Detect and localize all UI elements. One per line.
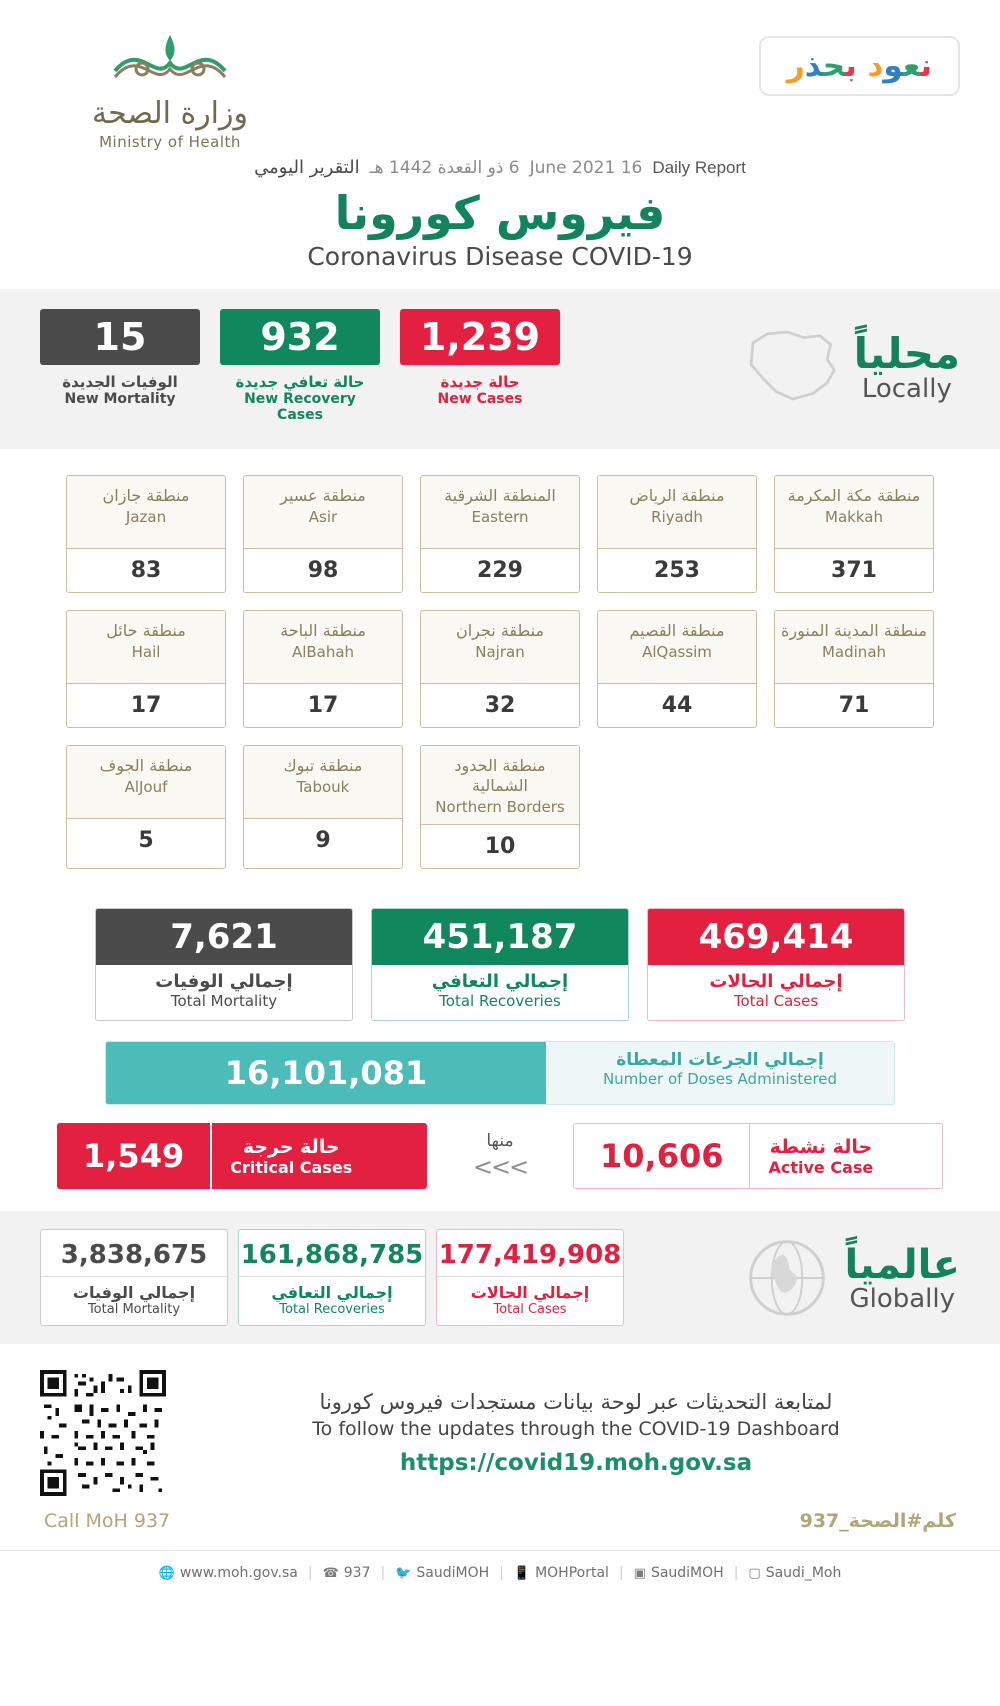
region-name-en: Riyadh [651, 508, 703, 526]
region-name-en: Eastern [471, 508, 529, 526]
region-value: 71 [775, 683, 933, 727]
region-value: 5 [67, 818, 225, 862]
region-name-ar: منطقة الجوف [99, 756, 193, 775]
phone-icon: ☎ [322, 1565, 339, 1581]
region-card [597, 610, 757, 728]
region-card [66, 745, 226, 869]
region-name-ar: منطقة المدينة المنورة [781, 621, 927, 640]
region-name-ar: منطقة نجران [455, 621, 545, 640]
critical-cases-label-en: Critical Cases [230, 1157, 353, 1177]
local-totals [0, 896, 1000, 1021]
footer-twitter[interactable] [395, 1565, 489, 1581]
locally-label-en: Locally [861, 373, 952, 404]
doses-value: 16,101,081 [106, 1042, 546, 1104]
ministry-name-ar: وزارة الصحة [92, 96, 248, 131]
divider: | [733, 1565, 739, 1581]
region-card [774, 475, 934, 593]
footer-phone[interactable] [323, 1565, 371, 1581]
region-name-en: Asir [308, 508, 338, 526]
critical-active-row [0, 1123, 1000, 1189]
footer-website[interactable] [159, 1565, 298, 1581]
global-total-mortality-value: 3,838,675 [60, 1240, 208, 1270]
call-row [0, 1496, 1000, 1532]
region-card [420, 745, 580, 869]
global-total-mortality-card [40, 1229, 228, 1326]
divider: | [307, 1565, 313, 1581]
doses-label-en: Number of Doses Administered [602, 1070, 838, 1088]
total-recoveries-label-en: Total Recoveries [439, 992, 561, 1010]
region-name-en: Jazan [125, 508, 167, 526]
locally-heading [740, 323, 960, 409]
new-recovery-card [220, 309, 380, 423]
campaign-badge [759, 36, 960, 96]
total-cases-card [647, 908, 905, 1021]
region-name-ar: منطقة الباحة [280, 621, 366, 640]
region-card [243, 745, 403, 869]
region-name-en: Madinah [821, 643, 887, 661]
region-name-en: Hail [131, 643, 161, 661]
total-recoveries-card [371, 908, 629, 1021]
global-total-mortality-label-ar: إجمالي الوفيات [72, 1283, 196, 1302]
footer-facebook-label: SaudiMOH [650, 1565, 724, 1581]
locally-section [0, 289, 1000, 449]
locally-stat-cards [40, 309, 560, 423]
region-name-ar: منطقة القصيم [629, 621, 725, 640]
region-name-ar: المنطقة الشرقية [444, 486, 556, 505]
footer-phone-label: 937 [343, 1565, 371, 1581]
active-cases-label-ar: حالة نشطة [769, 1135, 873, 1158]
region-value: 253 [598, 548, 756, 592]
twitter-icon: 🐦 [395, 1565, 412, 1581]
globally-cards [40, 1229, 624, 1326]
daily-report-label-en: Daily Report [652, 157, 746, 177]
global-total-recoveries-label-en: Total Recoveries [279, 1302, 385, 1317]
footer-facebook[interactable] [634, 1565, 724, 1581]
region-value: 9 [244, 818, 402, 862]
region-value: 17 [67, 683, 225, 727]
chevron-left-icon: <<< [472, 1153, 528, 1181]
globe-icon [744, 1235, 830, 1321]
call-moh-ar: كلم#الصحة_937 [799, 1510, 956, 1532]
total-recoveries-label-ar: إجمالي التعافي [431, 971, 569, 992]
follow-label-ar: لمتابعة التحديثات عبر لوحة بيانات مستجدات فيروس كورونا [319, 1390, 833, 1414]
new-recovery-label-ar: حالة تعافي جديدة [235, 373, 365, 391]
daily-report-line [0, 157, 1000, 178]
region-value: 32 [421, 683, 579, 727]
doses-administered-card [105, 1041, 895, 1105]
footer-instagram-label: Saudi_Moh [765, 1565, 842, 1581]
ministry-of-health-logo [40, 30, 300, 151]
page-title-en: Coronavirus Disease COVID-19 [307, 242, 693, 271]
footer-twitter-label: SaudiMOH [416, 1565, 490, 1581]
header [0, 0, 1000, 151]
critical-cases-label-ar: حالة حرجة [242, 1135, 340, 1158]
app-icon: 📱 [513, 1565, 531, 1581]
new-mortality-label-en: New Mortality [64, 391, 176, 407]
title-band [0, 151, 1000, 289]
region-card [243, 610, 403, 728]
region-name-en: Tabouk [296, 778, 350, 796]
divider: | [618, 1565, 624, 1581]
total-cases-label-ar: إجمالي الحالات [709, 971, 843, 992]
globally-heading [744, 1235, 960, 1321]
new-mortality-label-ar: الوفيات الجديدة [62, 373, 178, 391]
new-mortality-card [40, 309, 200, 423]
region-name-ar: منطقة الحدود الشمالية [454, 756, 546, 795]
region-card [243, 475, 403, 593]
facebook-icon: ▣ [633, 1565, 646, 1581]
region-card [66, 475, 226, 593]
follow-text [192, 1390, 960, 1476]
divider: | [380, 1565, 386, 1581]
region-value: 371 [775, 548, 933, 592]
qr-code-icon [40, 1370, 166, 1496]
region-card [420, 475, 580, 593]
region-name-en: AlBahah [291, 643, 355, 661]
region-card [66, 610, 226, 728]
new-cases-value: 1,239 [400, 309, 560, 365]
total-mortality-label-en: Total Mortality [170, 992, 278, 1010]
report-date-hijri: 6 ذو القعدة 1442 هـ [369, 157, 520, 178]
global-total-recoveries-label-ar: إجمالي التعافي [271, 1283, 393, 1302]
global-total-cases-label-en: Total Cases [493, 1302, 567, 1317]
total-recoveries-value: 451,187 [372, 909, 628, 965]
region-value: 44 [598, 683, 756, 727]
new-cases-label-ar: حالة جديدة [440, 373, 520, 391]
region-value: 98 [244, 548, 402, 592]
global-total-cases-value: 177,419,908 [438, 1240, 622, 1270]
region-name-ar: منطقة حائل [106, 621, 186, 640]
region-name-en: AlJouf [124, 778, 168, 796]
region-name-ar: منطقة عسير [280, 486, 366, 505]
new-recovery-label-en: New Recovery Cases [244, 391, 356, 423]
total-mortality-card [95, 908, 353, 1021]
regions-row-1 [40, 475, 960, 593]
active-cases-label-en: Active Case [768, 1157, 874, 1177]
of-which-label-ar: منها [486, 1131, 514, 1151]
footer-website-label: www.moh.gov.sa [179, 1565, 298, 1581]
dashboard-url[interactable]: https://covid19.moh.gov.sa [399, 1450, 753, 1476]
moh-emblem-icon [40, 30, 300, 92]
region-name-en: Makkah [825, 508, 883, 526]
global-total-mortality-label-en: Total Mortality [87, 1302, 181, 1317]
global-total-cases-card [436, 1229, 624, 1326]
new-cases-label-en: New Cases [437, 391, 523, 407]
region-card [597, 475, 757, 593]
report-date-gregorian: 16 June 2021 [529, 157, 643, 178]
saudi-arabia-map-icon [740, 323, 840, 409]
follow-updates-section [0, 1344, 1000, 1496]
active-cases-value: 10,606 [574, 1124, 750, 1188]
region-name-ar: منطقة تبوك [283, 756, 363, 775]
region-name-en: AlQassim [642, 643, 712, 661]
campaign-text: نعود بحذر [786, 48, 932, 84]
region-card [774, 610, 934, 728]
doses-label-ar: إجمالي الجرعات المعطاة [616, 1050, 824, 1070]
divider: | [499, 1565, 504, 1581]
total-cases-label-en: Total Cases [733, 992, 819, 1010]
regions-row-3 [40, 745, 960, 869]
total-mortality-value: 7,621 [96, 909, 352, 965]
new-recovery-value: 932 [220, 309, 380, 365]
region-value: 17 [244, 683, 402, 727]
region-value: 83 [67, 548, 225, 592]
footer-app[interactable] [514, 1565, 609, 1581]
global-total-recoveries-card [238, 1229, 426, 1326]
active-cases-card [573, 1123, 943, 1189]
daily-report-label-ar: التقرير اليومي [254, 157, 360, 178]
ministry-name-en: Ministry of Health [99, 133, 241, 151]
globally-section [0, 1211, 1000, 1344]
total-mortality-label-ar: إجمالي الوفيات [155, 971, 293, 992]
region-value: 229 [421, 548, 579, 592]
follow-label-en: To follow the updates through the COVID-19 Dashboard [312, 1418, 840, 1440]
new-cases-card [400, 309, 560, 423]
region-name-ar: منطقة جازان [102, 486, 190, 505]
regions-grid [0, 449, 1000, 896]
region-name-en: Northern Borders [435, 798, 565, 816]
footer-instagram[interactable] [748, 1565, 841, 1581]
locally-label-ar: محلياً [853, 328, 960, 378]
region-name-en: Najran [475, 643, 525, 661]
globe-icon: 🌐 [158, 1565, 175, 1581]
footer-social-bar [0, 1550, 1000, 1599]
call-moh-en: Call MoH 937 [44, 1510, 171, 1532]
region-value: 10 [421, 824, 579, 868]
instagram-icon: ▢ [748, 1565, 761, 1581]
critical-cases-card [57, 1123, 427, 1189]
page-title-ar: فيروس كورونا [334, 186, 666, 240]
total-cases-value: 469,414 [648, 909, 904, 965]
globally-label-en: Globally [849, 1283, 956, 1314]
global-total-recoveries-value: 161,868,785 [240, 1240, 424, 1270]
region-card [420, 610, 580, 728]
new-mortality-value: 15 [40, 309, 200, 365]
of-which-indicator [445, 1131, 555, 1181]
regions-row-2 [40, 610, 960, 728]
region-name-ar: منطقة مكة المكرمة [787, 486, 921, 505]
region-name-ar: منطقة الرياض [629, 486, 725, 505]
critical-cases-value: 1,549 [57, 1123, 212, 1189]
global-total-cases-label-ar: إجمالي الحالات [470, 1283, 590, 1302]
globally-label-ar: عالمياً [844, 1241, 960, 1288]
footer-app-label: MOHPortal [535, 1565, 609, 1581]
